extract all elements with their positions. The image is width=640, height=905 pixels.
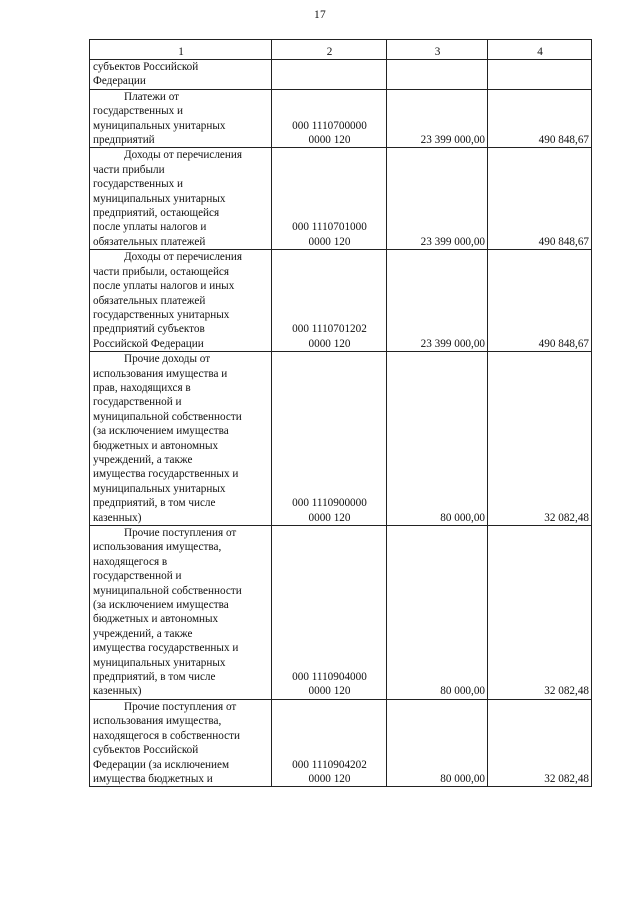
row-fact: 490 848,67 [488, 250, 592, 352]
row-code: 000 1110904202 0000 120 [272, 699, 387, 786]
row-name: Платежи от государственных и муниципальных унитарных предприятий [90, 89, 272, 148]
row-name: субъектов Российской Федерации [90, 60, 272, 90]
row-code [272, 60, 387, 90]
row-name: Прочие поступления от использования имущества, находящегося в государственной и муниципальной собственности (за исключением имущества бюджетных и автономных учреждений, а также имущества государственных и муниципальных унитарных предприятий, в том числе казенных) [90, 526, 272, 700]
row-name: Доходы от перечисления части прибыли государственных и муниципальных унитарных предприятий, остающейся после уплаты налогов и обязательных платежей [90, 148, 272, 250]
table-row [90, 148, 592, 250]
row-fact: 490 848,67 [488, 89, 592, 148]
row-code: 000 1110900000 0000 120 [272, 352, 387, 526]
column-header-1: 1 [90, 40, 272, 60]
row-plan [387, 60, 488, 90]
table-row [90, 699, 592, 786]
row-fact: 32 082,48 [488, 699, 592, 786]
row-fact [488, 60, 592, 90]
row-name: Доходы от перечисления части прибыли, остающейся после уплаты налогов и иных обязательных платежей государственных унитарных предприятий субъектов Российской Федерации [90, 250, 272, 352]
column-header-3: 3 [387, 40, 488, 60]
row-code: 000 1110700000 0000 120 [272, 89, 387, 148]
table-row [90, 250, 592, 352]
table-row [90, 89, 592, 148]
row-plan: 23 399 000,00 [387, 148, 488, 250]
row-plan: 23 399 000,00 [387, 250, 488, 352]
revenue-table [89, 39, 592, 787]
row-code: 000 1110904000 0000 120 [272, 526, 387, 700]
table-row [90, 526, 592, 700]
table-row [90, 60, 592, 90]
row-plan: 80 000,00 [387, 699, 488, 786]
row-plan: 80 000,00 [387, 352, 488, 526]
row-plan: 80 000,00 [387, 526, 488, 700]
column-header-2: 2 [272, 40, 387, 60]
row-fact: 32 082,48 [488, 352, 592, 526]
row-fact: 32 082,48 [488, 526, 592, 700]
page-number: 17 [313, 9, 327, 21]
table-header-row [90, 40, 592, 60]
row-code: 000 1110701000 0000 120 [272, 148, 387, 250]
row-name: Прочие поступления от использования имущества, находящегося в собственности субъектов Российской Федерации (за исключением имущества бюджетных и [90, 699, 272, 786]
row-name: Прочие доходы от использования имущества и прав, находящихся в государственной и муниципальной собственности (за исключением имущества бюджетных и автономных учреждений, а также имущества государственных и муниципальных унитарных предприятий, в том числе казенных) [90, 352, 272, 526]
table-row [90, 352, 592, 526]
row-fact: 490 848,67 [488, 148, 592, 250]
row-code: 000 1110701202 0000 120 [272, 250, 387, 352]
column-header-4: 4 [488, 40, 592, 60]
row-plan: 23 399 000,00 [387, 89, 488, 148]
